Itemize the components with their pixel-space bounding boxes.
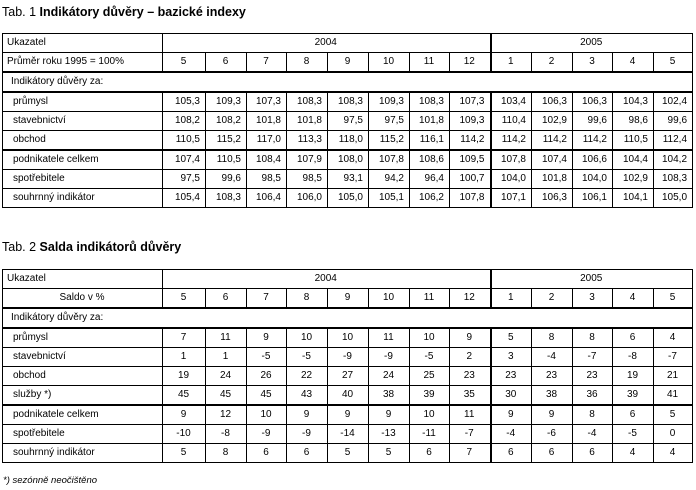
table1-cell: 115,2 — [206, 131, 247, 151]
table1-data-row — [3, 189, 693, 208]
table1-cell: 99,6 — [206, 170, 247, 189]
table1-cell: 108,3 — [410, 92, 450, 112]
table2-cell: -9 — [287, 425, 328, 444]
table2-header-row — [3, 270, 693, 289]
table2-cell: 6 — [613, 328, 654, 348]
table1-cell: 105,4 — [163, 189, 206, 208]
table1-cell: 104,4 — [613, 150, 654, 170]
table1-cell: 108,2 — [206, 112, 247, 131]
table2-cell: -4 — [573, 425, 613, 444]
table1-cell: 101,8 — [410, 112, 450, 131]
table1-cell: 97,5 — [328, 112, 369, 131]
table1-data-row — [3, 131, 693, 151]
table2-month-header: 1 — [491, 289, 532, 309]
table1-cell: 105,0 — [328, 189, 369, 208]
table1-row-label: obchod — [3, 131, 163, 151]
table2-cell: 10 — [287, 328, 328, 348]
table1-cell: 117,0 — [247, 131, 287, 151]
table2-cell: 38 — [532, 386, 573, 406]
table2-cell: 23 — [573, 367, 613, 386]
table1-cell: 116,1 — [410, 131, 450, 151]
table2-cell: 24 — [369, 367, 410, 386]
table1-data-row — [3, 150, 693, 170]
table2-month-header: 12 — [450, 289, 491, 309]
table1-cell: 107,8 — [491, 150, 532, 170]
table1-cell: 104,0 — [573, 170, 613, 189]
table2-cell: 19 — [163, 367, 206, 386]
table2-section-label: Indikátory důvěry za: — [3, 308, 693, 328]
table1-month-header: 4 — [613, 53, 654, 73]
table2-cell: -7 — [450, 425, 491, 444]
table1 — [2, 33, 693, 208]
table2-data-row — [3, 367, 693, 386]
table1-cell: 101,8 — [287, 112, 328, 131]
table1-cell: 107,3 — [450, 92, 491, 112]
table2-cell: 21 — [654, 367, 693, 386]
table2-cell: 6 — [532, 444, 573, 463]
table2-cell: 5 — [654, 405, 693, 425]
table2-cell: 6 — [247, 444, 287, 463]
table2-cell: 38 — [369, 386, 410, 406]
table2-cell: 11 — [206, 328, 247, 348]
table2-cell: 9 — [163, 405, 206, 425]
table2-data-row — [3, 425, 693, 444]
table1-cell: 106,2 — [410, 189, 450, 208]
table2-month-header: 11 — [410, 289, 450, 309]
table2-year-2005: 2005 — [491, 270, 693, 289]
table2-cell: 11 — [450, 405, 491, 425]
table1-cell: 102,4 — [654, 92, 693, 112]
table1-month-header: 2 — [532, 53, 573, 73]
table1-month-header: 5 — [163, 53, 206, 73]
table2-month-header: 2 — [532, 289, 573, 309]
table1-cell: 107,4 — [532, 150, 573, 170]
table2-cell: 45 — [163, 386, 206, 406]
table2-cell: -8 — [613, 348, 654, 367]
table1-cell: 108,4 — [247, 150, 287, 170]
table2-cell: -5 — [247, 348, 287, 367]
table1-cell: 113,3 — [287, 131, 328, 151]
table2-cell: 10 — [410, 405, 450, 425]
table1-cell: 110,5 — [613, 131, 654, 151]
table2-cell: 6 — [573, 444, 613, 463]
table1-cell: 99,6 — [573, 112, 613, 131]
table1-month-header: 6 — [206, 53, 247, 73]
table1-cell: 98,5 — [287, 170, 328, 189]
table2-cell: 9 — [287, 405, 328, 425]
table2-data-row — [3, 348, 693, 367]
table1-cell: 106,6 — [573, 150, 613, 170]
table1-cell: 108,3 — [328, 92, 369, 112]
table2-cell: -14 — [328, 425, 369, 444]
table1-month-header: 1 — [491, 53, 532, 73]
table1-cell: 109,5 — [450, 150, 491, 170]
table2-cell: 7 — [450, 444, 491, 463]
table2-cell: 9 — [491, 405, 532, 425]
table1-year-2005: 2005 — [491, 34, 693, 53]
table1-cell: 107,3 — [247, 92, 287, 112]
table2-cell: 27 — [328, 367, 369, 386]
table1-cell: 110,5 — [163, 131, 206, 151]
table2-cell: -4 — [491, 425, 532, 444]
table2-cell: 4 — [654, 444, 693, 463]
table2-cell: 9 — [247, 328, 287, 348]
table1-title — [2, 4, 246, 20]
table2-row-label: souhrnný indikátor — [3, 444, 163, 463]
table2-cell: 5 — [328, 444, 369, 463]
table2-cell: 9 — [328, 405, 369, 425]
table2-cell: 11 — [369, 328, 410, 348]
table2-cell: -5 — [410, 348, 450, 367]
table2-data-row — [3, 328, 693, 348]
table2-title — [2, 239, 181, 255]
table1-cell: 99,6 — [654, 112, 693, 131]
table1-cell: 108,0 — [328, 150, 369, 170]
table1-cell: 101,8 — [247, 112, 287, 131]
table2-row-label: podnikatele celkem — [3, 405, 163, 425]
table1-cell: 114,2 — [573, 131, 613, 151]
table2-cell: 8 — [573, 405, 613, 425]
table1-cell: 106,3 — [573, 92, 613, 112]
table2-cell: -9 — [247, 425, 287, 444]
table1-cell: 105,3 — [163, 92, 206, 112]
table2-data-row — [3, 386, 693, 406]
table2-cell: 43 — [287, 386, 328, 406]
table2-cell: 25 — [410, 367, 450, 386]
table1-cell: 105,0 — [654, 189, 693, 208]
table2-cell: 6 — [613, 405, 654, 425]
table1-cell: 102,9 — [613, 170, 654, 189]
table2-section-row — [3, 308, 693, 328]
table2-row-label: spotřebitele — [3, 425, 163, 444]
table2-cell: -11 — [410, 425, 450, 444]
table2-row-label: obchod — [3, 367, 163, 386]
table2-cell: 9 — [369, 405, 410, 425]
table1-subheader-label: Průměr roku 1995 = 100% — [3, 53, 163, 73]
table1-cell: 107,4 — [163, 150, 206, 170]
table1-row-label: průmysl — [3, 92, 163, 112]
table1-cell: 107,1 — [491, 189, 532, 208]
table2-data-row — [3, 444, 693, 463]
footnote: *) sezónně neočištěno — [3, 475, 98, 486]
table2-cell: 40 — [328, 386, 369, 406]
table2-cell: 9 — [450, 328, 491, 348]
table1-cell: 110,4 — [491, 112, 532, 131]
table1-cell: 105,1 — [369, 189, 410, 208]
table2-cell: -7 — [573, 348, 613, 367]
table2-cell: 3 — [491, 348, 532, 367]
table2-cell: 23 — [491, 367, 532, 386]
table2-cell: 26 — [247, 367, 287, 386]
table2-cell: 45 — [206, 386, 247, 406]
table2-month-header: 5 — [654, 289, 693, 309]
table2-cell: -9 — [369, 348, 410, 367]
table2-cell: 24 — [206, 367, 247, 386]
table2-cell: 5 — [369, 444, 410, 463]
table2-month-header: 7 — [247, 289, 287, 309]
table1-cell: 98,6 — [613, 112, 654, 131]
table1-cell: 118,0 — [328, 131, 369, 151]
table2-cell: 39 — [410, 386, 450, 406]
table2-cell: 0 — [654, 425, 693, 444]
table1-cell: 104,2 — [654, 150, 693, 170]
table2-cell: 35 — [450, 386, 491, 406]
table1-cell: 94,2 — [369, 170, 410, 189]
table1-cell: 112,4 — [654, 131, 693, 151]
table2-cell: 36 — [573, 386, 613, 406]
table2-row-label: služby *) — [3, 386, 163, 406]
table2-cell: -5 — [287, 348, 328, 367]
table1-cell: 104,0 — [491, 170, 532, 189]
table1-data-row — [3, 112, 693, 131]
table2-cell: -5 — [613, 425, 654, 444]
table2-cell: 10 — [410, 328, 450, 348]
table1-month-row — [3, 53, 693, 73]
table1-cell: 104,1 — [613, 189, 654, 208]
table2-cell: 4 — [654, 328, 693, 348]
table2-data-row — [3, 405, 693, 425]
table1-section-row — [3, 72, 693, 92]
table1-data-row — [3, 170, 693, 189]
table1-cell: 108,6 — [410, 150, 450, 170]
table2-cell: 23 — [532, 367, 573, 386]
table1-cell: 96,4 — [410, 170, 450, 189]
table2-cell: -4 — [532, 348, 573, 367]
table2-cell: 10 — [247, 405, 287, 425]
table1-cell: 104,3 — [613, 92, 654, 112]
table1-cell: 109,3 — [450, 112, 491, 131]
table2-cell: 39 — [613, 386, 654, 406]
table2-cell: -9 — [328, 348, 369, 367]
table2-title-prefix: Tab. 2 — [2, 240, 37, 254]
table1-cell: 108,3 — [206, 189, 247, 208]
table2-cell: 41 — [654, 386, 693, 406]
table1-cell: 103,4 — [491, 92, 532, 112]
table1-cell: 106,4 — [247, 189, 287, 208]
table1-month-header: 9 — [328, 53, 369, 73]
table1-month-header: 8 — [287, 53, 328, 73]
table1-header-label: Ukazatel — [3, 34, 163, 53]
table1-cell: 107,8 — [450, 189, 491, 208]
table1-month-header: 12 — [450, 53, 491, 73]
table2-cell: 8 — [573, 328, 613, 348]
table1-month-header: 11 — [410, 53, 450, 73]
table1-month-header: 3 — [573, 53, 613, 73]
table1-cell: 93,1 — [328, 170, 369, 189]
table1-cell: 108,3 — [287, 92, 328, 112]
table2-cell: 22 — [287, 367, 328, 386]
table1-row-label: stavebnictví — [3, 112, 163, 131]
table1-cell: 108,2 — [163, 112, 206, 131]
table2-cell: 5 — [163, 444, 206, 463]
table1-data-row — [3, 92, 693, 112]
table2-cell: 2 — [450, 348, 491, 367]
table1-cell: 97,5 — [163, 170, 206, 189]
table1-month-header: 5 — [654, 53, 693, 73]
table1-month-header: 7 — [247, 53, 287, 73]
table2-month-row — [3, 289, 693, 309]
table2-cell: 7 — [163, 328, 206, 348]
table1-cell: 107,8 — [369, 150, 410, 170]
table1-cell: 109,3 — [369, 92, 410, 112]
table2-cell: 8 — [532, 328, 573, 348]
table2-cell: 6 — [287, 444, 328, 463]
table1-cell: 101,8 — [532, 170, 573, 189]
table2-row-label: stavebnictví — [3, 348, 163, 367]
table2 — [2, 269, 693, 463]
table2-cell: -7 — [654, 348, 693, 367]
table2-cell: 1 — [206, 348, 247, 367]
table2-month-header: 5 — [163, 289, 206, 309]
table2-cell: -8 — [206, 425, 247, 444]
table1-row-label: spotřebitele — [3, 170, 163, 189]
table2-cell: 10 — [328, 328, 369, 348]
table1-cell: 115,2 — [369, 131, 410, 151]
table2-cell: 45 — [247, 386, 287, 406]
table1-header-row — [3, 34, 693, 53]
table2-month-header: 3 — [573, 289, 613, 309]
table1-title-prefix: Tab. 1 — [2, 5, 37, 19]
table1-cell: 110,5 — [206, 150, 247, 170]
table1-row-label: podnikatele celkem — [3, 150, 163, 170]
table1-title-text: Indikátory důvěry – bazické indexy — [39, 5, 246, 19]
table2-header-label: Ukazatel — [3, 270, 163, 289]
table2-cell: 5 — [491, 328, 532, 348]
table1-section-label: Indikátory důvěry za: — [3, 72, 693, 92]
table2-month-header: 9 — [328, 289, 369, 309]
table1-cell: 106,1 — [573, 189, 613, 208]
table2-year-2004: 2004 — [163, 270, 491, 289]
table2-cell: 30 — [491, 386, 532, 406]
table1-cell: 98,5 — [247, 170, 287, 189]
table1-cell: 109,3 — [206, 92, 247, 112]
table2-cell: 19 — [613, 367, 654, 386]
table2-cell: 9 — [532, 405, 573, 425]
table2-title-text: Salda indikátorů důvěry — [39, 240, 182, 254]
table1-year-2004: 2004 — [163, 34, 491, 53]
table1-cell: 107,9 — [287, 150, 328, 170]
table1-cell: 114,2 — [532, 131, 573, 151]
table1-cell: 97,5 — [369, 112, 410, 131]
table2-month-header: 4 — [613, 289, 654, 309]
table2-cell: 6 — [491, 444, 532, 463]
table2-cell: -10 — [163, 425, 206, 444]
table2-cell: 1 — [163, 348, 206, 367]
table2-subheader-label: Saldo v % — [3, 289, 163, 309]
table2-cell: 6 — [410, 444, 450, 463]
table1-cell: 106,0 — [287, 189, 328, 208]
table1-row-label: souhrnný indikátor — [3, 189, 163, 208]
table1-cell: 106,3 — [532, 92, 573, 112]
table2-row-label: průmysl — [3, 328, 163, 348]
table2-cell: -6 — [532, 425, 573, 444]
table1-cell: 108,3 — [654, 170, 693, 189]
table2-month-header: 10 — [369, 289, 410, 309]
table1-cell: 102,9 — [532, 112, 573, 131]
table2-cell: 23 — [450, 367, 491, 386]
table1-cell: 100,7 — [450, 170, 491, 189]
table1-cell: 114,2 — [450, 131, 491, 151]
table2-cell: 4 — [613, 444, 654, 463]
table1-month-header: 10 — [369, 53, 410, 73]
table2-month-header: 8 — [287, 289, 328, 309]
table2-cell: 12 — [206, 405, 247, 425]
table2-cell: 8 — [206, 444, 247, 463]
table2-month-header: 6 — [206, 289, 247, 309]
table1-cell: 106,3 — [532, 189, 573, 208]
table1-cell: 114,2 — [491, 131, 532, 151]
table2-cell: -13 — [369, 425, 410, 444]
